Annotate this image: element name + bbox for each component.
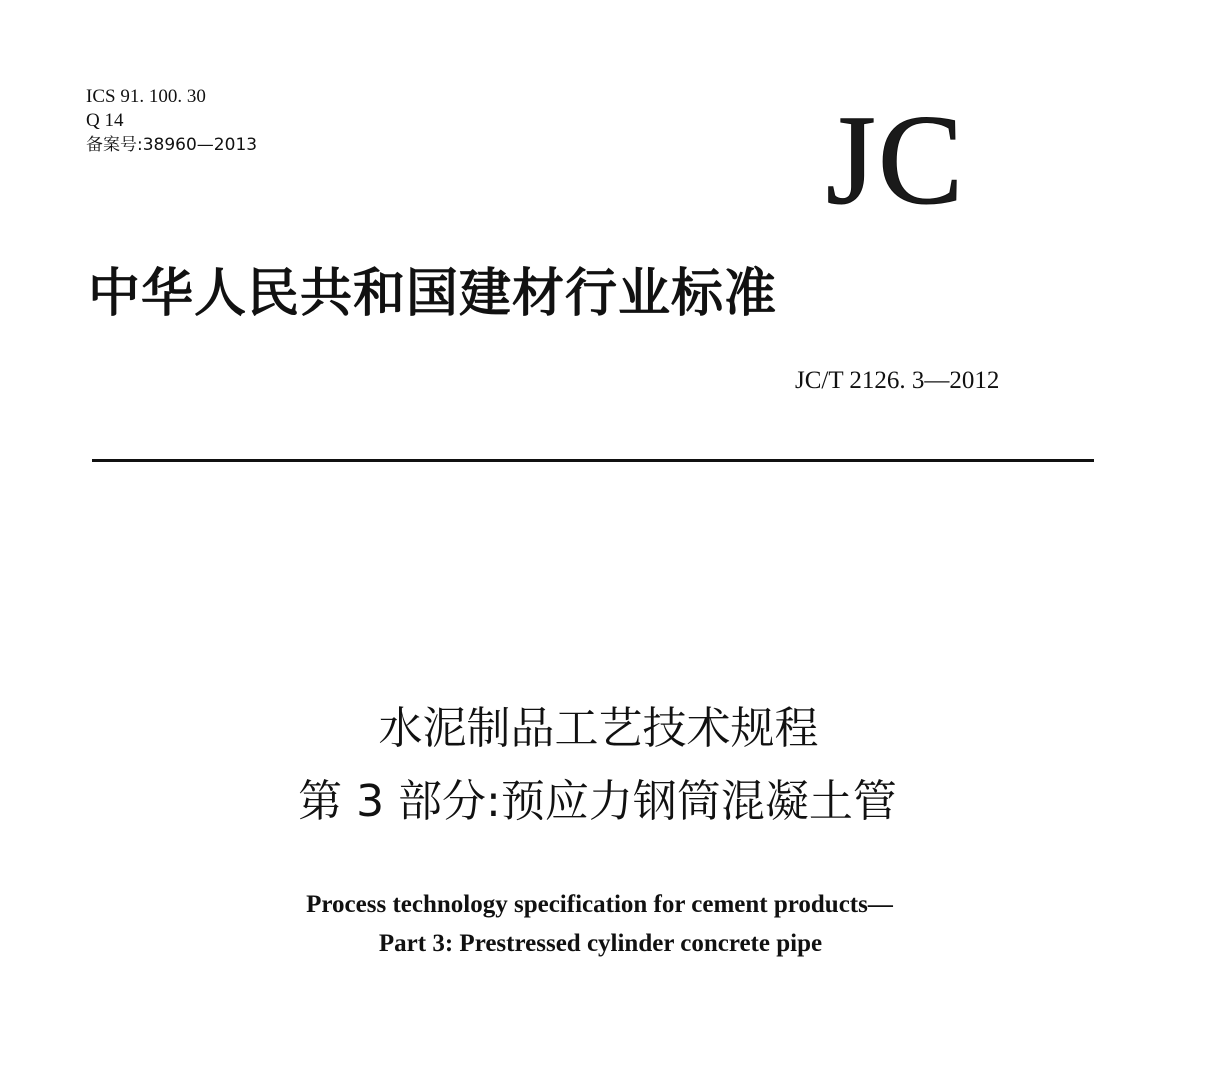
english-title-line-2: Part 3: Prestressed cylinder concrete pipe <box>378 930 823 957</box>
chinese-title-line-2: 第 3 部分:预应力钢筒混凝土管 <box>298 776 897 827</box>
english-title-line-1: Process technology specification for cement products— <box>306 891 893 918</box>
standard-number: JC/T 2126. 3—2012 <box>795 367 1000 394</box>
horizontal-rule <box>92 459 1094 462</box>
chinese-title-line-1: 水泥制品工艺技术规程 <box>378 703 819 754</box>
record-number: 备案号:38960—2013 <box>86 135 258 155</box>
classification-code: Q 14 <box>86 110 124 131</box>
jc-logo: JC <box>826 89 966 231</box>
ics-code: ICS 91. 100. 30 <box>86 86 206 107</box>
industry-standard-title: 中华人民共和国建材行业标准 <box>88 264 778 324</box>
